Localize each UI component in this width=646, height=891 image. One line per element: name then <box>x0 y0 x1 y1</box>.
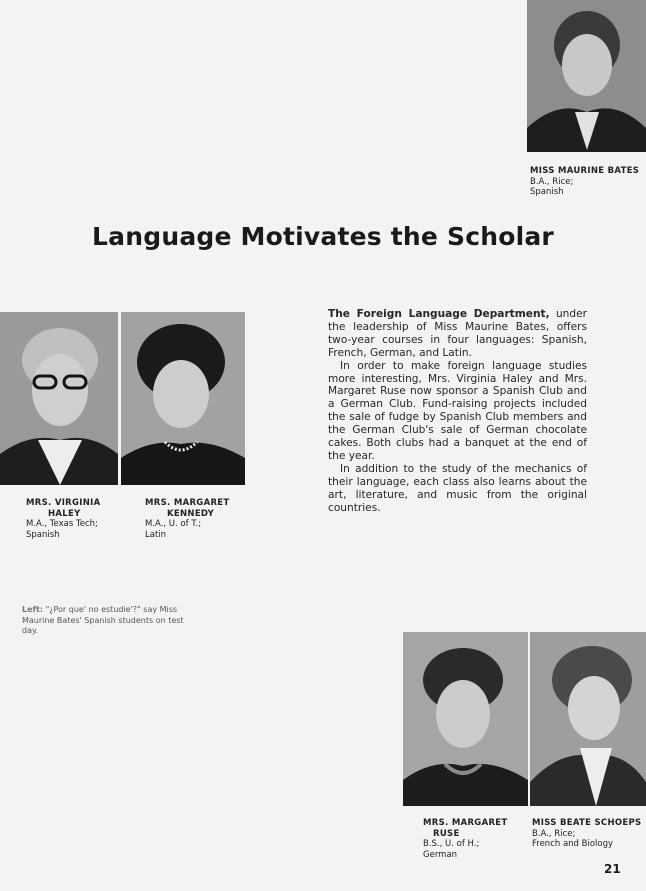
paragraph-3: In addition to the study of the mechanics of their language, each class also learns about the art, literature, and music from the original countries. <box>328 462 587 514</box>
name-kennedy-1: MRS. MARGARET <box>145 498 230 508</box>
name-haley-1: MRS. VIRGINIA <box>26 498 101 508</box>
caption-schoeps <box>532 818 641 850</box>
name-haley-2: HALEY <box>48 508 81 519</box>
department-description <box>328 308 587 515</box>
name-bates: MISS MAURINE BATES <box>530 166 640 176</box>
name-schoeps: MISS BEATE SCHOEPS <box>532 818 642 828</box>
portrait-schoeps <box>530 632 646 806</box>
caption-haley <box>26 498 101 540</box>
caption-ruse <box>423 818 508 860</box>
portrait-haley <box>0 312 118 485</box>
left-caption-label: Left: <box>22 605 44 614</box>
subject-haley: Spanish <box>26 529 60 540</box>
subject-bates: Spanish <box>530 187 564 197</box>
degree-haley: M.A., Texas Tech; <box>26 519 98 529</box>
page-title: Language Motivates the Scholar <box>92 222 554 251</box>
portrait-kennedy <box>121 312 245 485</box>
name-ruse-1: MRS. MARGARET <box>423 818 508 828</box>
page-number: 21 <box>604 862 621 876</box>
paragraph-2: In order to make foreign language studies more interesting, Mrs. Virginia Haley and Mrs. Margaret Ruse now sponsor a Spanish Club and a German Club. Fund-raising projects included the sale of fudge by Spanish Club members and the German Club's sale of German chocolate cakes. Both clubs had a banquet at the end of the year. <box>328 359 587 462</box>
portrait-bates <box>527 0 646 152</box>
name-ruse-2: RUSE <box>433 828 460 839</box>
caption-bates <box>530 166 639 198</box>
degree-ruse: B.S., U. of H.; <box>423 839 480 849</box>
caption-kennedy <box>145 498 230 540</box>
subject-kennedy: Latin <box>145 529 167 540</box>
paragraph-1 <box>328 308 587 360</box>
lead-bold: The Foreign Language Department, <box>328 308 550 320</box>
lead-rest: under the leadership of Miss Maurine Bates, offers two-year courses in four languages: Spanish, French, German, and Latin. <box>328 308 587 359</box>
left-caption-text: "¿Por que' no estudie'?" say Miss Maurine Bates' Spanish students on test day. <box>22 605 184 635</box>
portrait-ruse <box>403 632 528 806</box>
degree-schoeps: B.A., Rice; <box>532 828 576 839</box>
subject-ruse: German <box>423 849 458 860</box>
left-photo-caption <box>22 605 202 637</box>
degree-kennedy: M.A., U. of T.; <box>145 519 202 529</box>
subject-schoeps: French and Biology <box>532 839 614 849</box>
degree-bates: B.A., Rice; <box>530 176 574 187</box>
name-kennedy-2: KENNEDY <box>167 508 215 519</box>
